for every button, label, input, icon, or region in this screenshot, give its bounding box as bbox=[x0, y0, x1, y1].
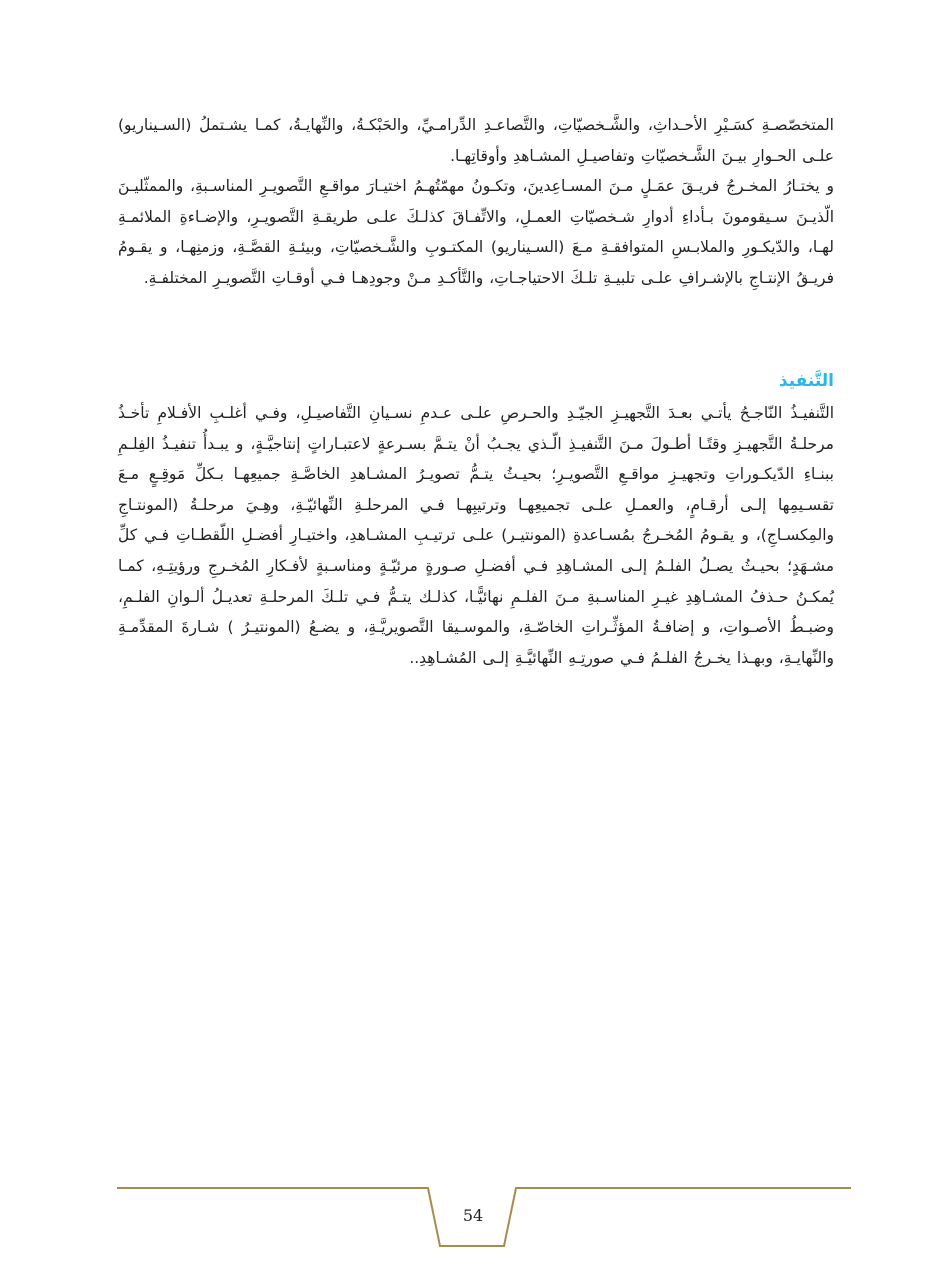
page-number: 54 bbox=[462, 1206, 484, 1225]
execution-paragraph: التَّنفيـذُ النّاجـحُ يأتـي بعـدَ التَّجهيـزِ الجيّـدِ والحـرصِ علـى عـدمِ نسـيانِ التَّفاصيـلِ، وفـي أغلـبِ الأفـلامِ تأخـذُ مرحلـةُ التَّجهيـزِ وقتًـا أطـولَ مـنَ التَّنفيـذِ الّـذي يجـبُ أنْ يتـمَّ بسـرعةٍ لاعتبـاراتٍ إنتاجيَّـةٍ، و يبـدأُ تنفيـذُ الفِلـمِ ببنـاءِ الدّيكـوراتِ وتجهيـزِ مواقـعِ التَّصويـرِ؛ بحيـثُ يتـمُّ تصويـرُ المشـاهدِ الخاصَّـةِ جميعِهـا بـكلِّ مَوقِـعٍ مـعَ تقسـيمِها إلـى أرقـامٍ، والعمـلِ علـى تجميعِهـا وترتيبِهـا فـي المرحلـةِ النِّهائيّـةِ، وهِـيَ مرحلـةُ (المونتـاجِ والمِكسـاجِ)، و يقـومُ المُخـرجُ بمُسـاعدةِ (المونتيـر) علـى ترتيـبِ المشـاهدِ، واختيـارِ أفضـلِ اللّقطـاتِ فـي كلِّ مشـهَدٍ؛ بحيـثُ يصـلُ الفلـمُ إلـى المشـاهِدِ فـي أفضـلِ صـورةٍ مرئيّـةٍ ومناسـبةٍ لأفـكارِ المُخـرجِ ورؤيتِـهِ، كمـا يُمكـنُ حـذفُ المشـاهِدِ غيـرِ المناسـبةِ مـنَ الفلـمِ نهائيًّـا، كذلـك يتـمُّ فـي تلـكَ المرحلـةِ تعديـلُ ألـوانِ الفلـمِ، وضبـطُ الأصـواتِ، و إضافـةُ المؤثِّـراتِ الخاصّـةِ، والموسـيقا التَّصويريَّـةِ، و يضـعُ (المونتيـرُ ) شـارةَ المقدِّمـةِ والنِّهايـةِ، وبهـذا يخـرجُ الفلـمُ فـي صورتِـهِ النِّهائيَّـةِ إلـى المُشـاهِدِ.. bbox=[118, 404, 834, 667]
intro-paragraph-1: المتخصّصـةِ كسَـيْرِ الأحـداثِ، والشَّـخصيّاتِ، والتَّصاعـدِ الدِّرامـيِّ، والحَبْكـةُ، والنِّهايـةُ، كمـا يشـتملُ (السـيناريو) علـى الحـوارِ بيـنَ الشَّـخصيّاتِ وتفاصيـلِ المشـاهدِ وأوقاتِهـا. bbox=[118, 116, 834, 165]
intro-paragraph-2: و يختـارُ المخـرجُ فريـقَ عمَـلٍ مـنَ المسـاعِدينَ، وتكـونُ مهمّتُهـمُ اختيـارَ مواقـعِ التَّصويـرِ المناسـبةِ، والممثّليـنَ الّذيـنَ سـيقومونَ بـأداءِ أدوارِ شـخصيّاتِ العمـلِ، والاتِّفـاقَ كذلـكَ علـى طريقـةِ التَّصويـرِ، والإضـاءةِ الملائمـةِ لهـا، والدّيكـورِ والملابـسِ المتوافقـةِ مـعَ (السـيناريو) المكتـوبِ والشَّـخصيّاتِ، وبيئـةِ القصَّـةِ، وزمنِهـا، و يقـومُ فريـقُ الإنتـاجِ بالإشـرافِ علـى تلبيـةِ تلـكَ الاحتياجـاتِ، والتَّأكـدِ مـنْ وجودِهـا فـي أوقـاتِ التَّصويـرِ المختلفـةِ. bbox=[118, 177, 834, 287]
section-heading: التَّنفيذ bbox=[778, 371, 834, 391]
